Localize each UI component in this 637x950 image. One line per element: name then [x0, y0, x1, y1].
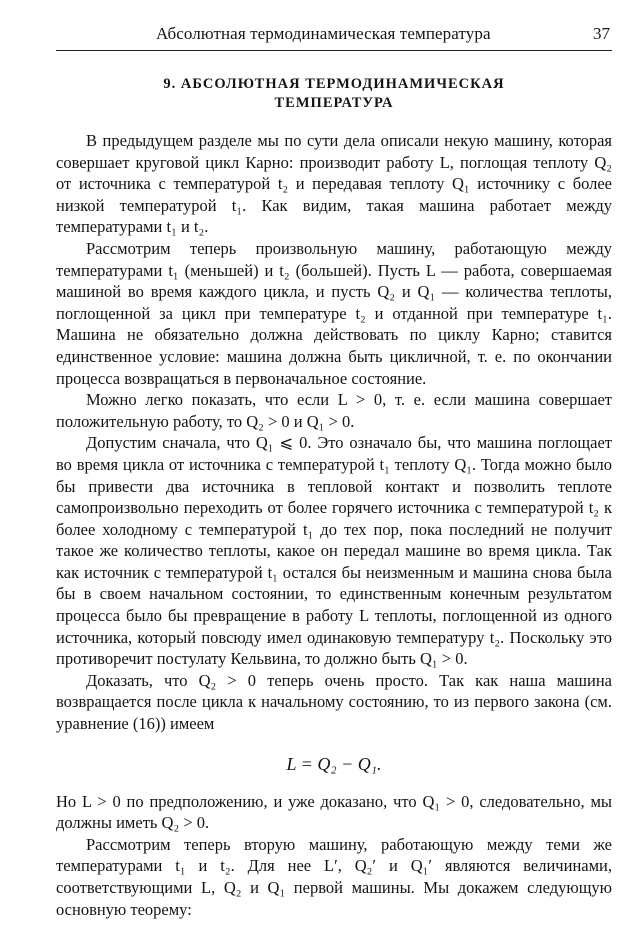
paragraph-5: Доказать, что Q₂ > 0 теперь очень просто. Так как наша машина возвращается после цикла к начальному состоянию, то из первого закона (см. уравнение (16)) имеем: [56, 670, 612, 734]
equation-work: L = Q₂ − Q₁.: [286, 753, 382, 774]
paragraph-1: В предыдущем разделе мы по сути дела описали некую машину, которая совершает круговой цикл Карно: производит работу L, поглощая теплоту Q₂ от источника с температурой t₂ и передавая теплоту Q₁ источнику с более низкой температурой t₁. Как видим, такая машина работает между температурами t₁ и t₂.: [56, 131, 612, 237]
paragraph-2: Рассмотрим теперь произвольную машину, работающую между температурами t₁ (меньшей) и t₂ (большей). Пусть L — работа, совершаемая машиной во время каждого цикла, и пусть Q₂ и Q₁ — количества теплоты, поглощенной за цикл при температуре t₂ и отданной при температуре t₁. Машина не обязательно должна действовать по циклу Карно; ставится единственное условие: машина должна быть цикличной, т. е. по окончании процесса возвращаться в первоначальное состояние.: [56, 238, 612, 388]
body-text: [56, 130, 612, 920]
paragraph-3: Можно легко показать, что если L > 0, т. е. если машина совершает положительную работу, то Q₂ > 0 и Q₁ > 0.: [56, 390, 612, 431]
section-heading-line-1: 9. АБСОЛЮТНАЯ ТЕРМОДИНАМИЧЕСКАЯ: [163, 76, 505, 92]
section-heading: [56, 75, 612, 113]
paragraph-6: Но L > 0 по предположению, и уже доказано, что Q₁ > 0, следовательно, мы должны иметь Q₂ > 0.: [56, 791, 612, 833]
running-header: [56, 24, 612, 48]
paragraph-7: Рассмотрим теперь вторую машину, работающую между теми же температурами t₁ и t₂. Для нее L′, Q₂′ и Q₁′ являются величинами, соответствующими L, Q₂ и Q₁ первой машины. Мы докажем следующую основную теорему:: [56, 834, 612, 919]
section-heading-line-2: ТЕМПЕРАТУРА: [274, 95, 394, 111]
paragraph-4: Допустим сначала, что Q₁ ⩽ 0. Это означало бы, что машина поглощает во время цикла от источника с температурой t₁ теплоту Q₁. Тогда можно было бы привести два источника в тепловой контакт и позволить теплоте самопроизвольно переходить от более горячего источника с температурой t₂ к более холодному с температурой t₁ до тех пор, пока последний не получит такое же количество теплоты, какое он передал машине во время цикла. Так как источник с температурой t₁ остался бы неизменным и машина снова была бы в своем начальном состоянии, то единственным конечным результатом процесса было бы превращение в работу L теплоты, поглощенной из одного источника, который повсюду имел одинаковую температуру t₂. Поскольку это противоречит постулату Кельвина, то должно быть Q₁ > 0.: [56, 433, 612, 669]
header-divider: [56, 50, 612, 51]
running-title: Абсолютная термодинамическая температура: [156, 24, 491, 43]
page-number: 37: [593, 24, 610, 43]
